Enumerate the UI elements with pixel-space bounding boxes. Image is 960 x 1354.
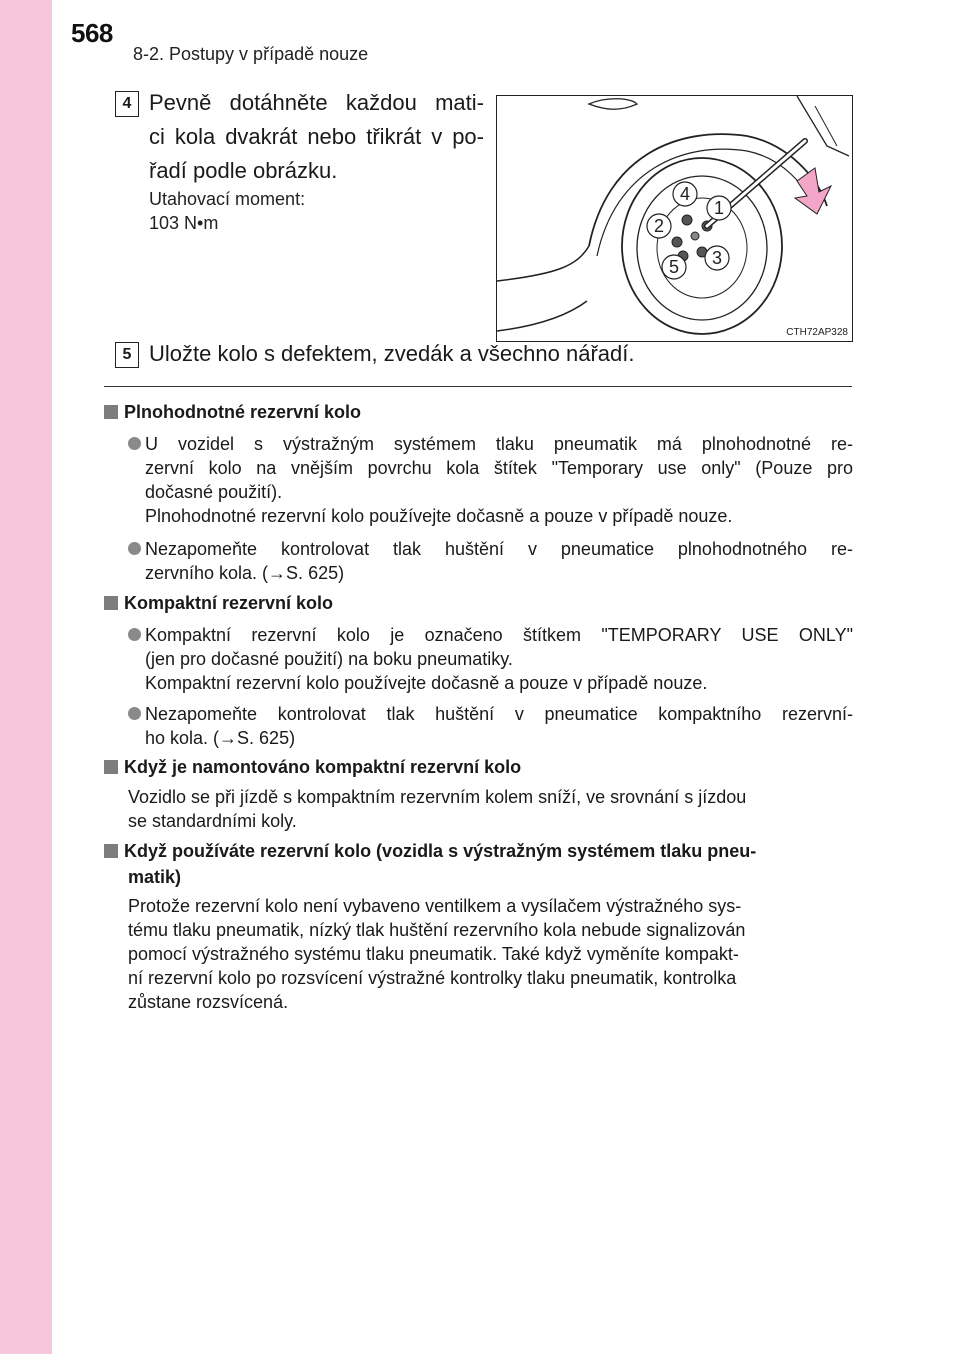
square-bullet-icon — [104, 596, 118, 610]
square-bullet-icon — [104, 844, 118, 858]
step-4-badge: 4 — [115, 91, 139, 117]
section-divider — [104, 386, 852, 387]
square-bullet-icon — [104, 760, 118, 774]
torque-spec — [149, 187, 305, 235]
bullet-compact-spare-pressure: Nezapomeňte kontrolovat tlak huštění v pneumatice kompaktního rezervní- ho kola. (→S. 625) — [128, 702, 853, 750]
nut-label-5: 5 — [668, 257, 680, 277]
nut-label-2: 2 — [653, 216, 665, 236]
round-bullet-icon — [128, 707, 141, 720]
nut-label-3: 3 — [711, 248, 723, 268]
step-4-line-2: ci kola dvakrát nebo třikrát v po- — [149, 124, 484, 149]
step-5-text: Uložte kolo s defektem, zvedák a všechno nářadí. — [149, 341, 635, 366]
bullet-full-spare-pressure: Nezapomeňte kontrolovat tlak huštění v pneumatice plnohodnotného re- zervního kola. (→S. 625) — [128, 537, 853, 585]
section-heading-compact-mounted: Když je namontováno kompaktní rezervní kolo — [104, 754, 854, 780]
round-bullet-icon — [128, 542, 141, 555]
step-4-line-1: Pevně dotáhněte každou mati- — [149, 90, 484, 115]
bullet-compact-spare-label: Kompaktní rezervní kolo je označeno štítkem "TEMPORARY USE ONLY" (jen pro dočasné použití) na boku pneumatiky. Kompaktní rezervní kolo používejte dočasně a pouze v případě nouze. — [128, 623, 853, 695]
section-heading-spare-tpms: Když používáte rezervní kolo (vozidla s výstražným systémem tlaku pneu- matik) — [104, 838, 854, 890]
paragraph-spare-tpms: Protože rezervní kolo není vybaveno ventilkem a vysílačem výstražného sys- tému tlaku pneumatik, nízký tlak huštění rezervního kola nebude signalizován pomocí výstražného systému tlaku pneumatik. Také když vyměníte kompakt- ní rezervní kolo po rozsvícení výstražné kontrolky tlaku pneumatik, kontrolka zůstane rozsvícená. — [128, 896, 746, 1012]
section-heading-full-spare: Plnohodnotné rezervní kolo — [104, 399, 854, 425]
step-4-text — [149, 86, 484, 188]
round-bullet-icon — [128, 628, 141, 641]
bullet-full-spare-label: U vozidel s výstražným systémem tlaku pneumatik má plnohodnotné re- zervní kolo na vnějším povrchu kola štítek "Temporary use only" (Pouze pro dočasné použití). Plnohodnotné rezervní kolo používejte dočasně a pouze v případě nouze. — [128, 432, 853, 528]
paragraph-compact-mounted: Vozidlo se při jízdě s kompaktním rezervním kolem sníží, ve srovnání s jízdou se standardními koly. — [128, 787, 747, 831]
round-bullet-icon — [128, 437, 141, 450]
torque-value: 103 N•m — [149, 213, 219, 233]
torque-label: Utahovací moment: — [149, 189, 306, 209]
nut-label-4: 4 — [679, 184, 691, 204]
chapter-title: 8-2. Postupy v případě nouze — [133, 44, 369, 64]
nut-label-1: 1 — [713, 198, 725, 218]
step-4-line-3: řadí podle obrázku. — [149, 158, 338, 183]
wheel-nut-tightening-figure — [496, 95, 853, 342]
figure-code: CTH72AP328 — [786, 327, 848, 338]
chapter-sidebar-tab — [0, 0, 52, 1354]
section-heading-compact-spare: Kompaktní rezervní kolo — [104, 590, 854, 616]
square-bullet-icon — [104, 405, 118, 419]
page-number: 568 — [71, 18, 113, 48]
step-5-badge: 5 — [115, 342, 139, 368]
wheel-illustration — [497, 96, 852, 341]
